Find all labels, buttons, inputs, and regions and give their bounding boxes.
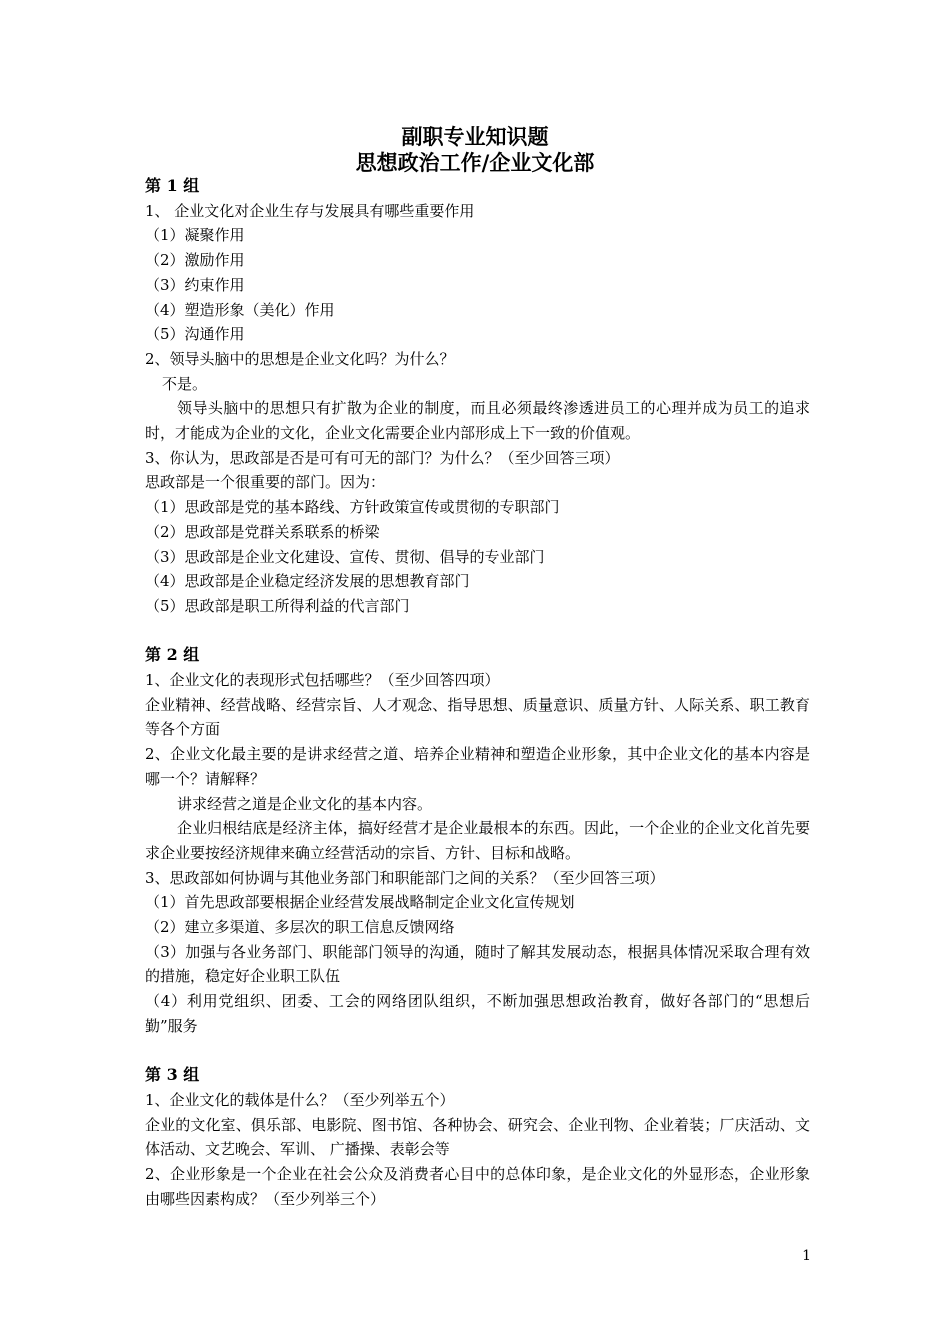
group-2-question-1: 1、企业文化的表现形式包括哪些？（至少回答四项）	[145, 671, 500, 690]
page-number: 1	[802, 1248, 811, 1264]
answer-text: 企业归根结底是经济主体，搞好经营才是企业最根本的东西。因此，一个企业的企业文化首先要求企业要按经济规律来确立经营活动的宗旨、方针、目标和战略。	[145, 819, 810, 862]
answer-text: 思政部是一个很重要的部门。因为：	[145, 473, 386, 492]
group-3-question-2: 2、企业形象是一个企业在社会公众及消费者心目中的总体印象，是企业文化的外显形态，企业形象由哪些因素构成？（至少列举三个）	[145, 1165, 810, 1208]
group-2-heading: 第 2 组	[145, 645, 200, 665]
answer-item: （5）思政部是职工所得利益的代言部门	[145, 596, 410, 615]
group-1-question-2: 2、领导头脑中的思想是企业文化吗？为什么？	[145, 349, 455, 368]
group-3-question-1: 1、企业文化的载体是什么？（至少列举五个）	[145, 1090, 455, 1109]
answer-text: 不是。	[162, 374, 208, 393]
answer-item: （3）约束作用	[145, 275, 245, 294]
group-1-question-1: 1、 企业文化对企业生存与发展具有哪些重要作用	[145, 201, 475, 220]
answer-item: （1）凝聚作用	[145, 226, 245, 245]
answer-item: （3）加强与各业务部门、职能部门领导的沟通，随时了解其发展动态，根据具体情况采取合理有效的措施，稳定好企业职工队伍	[145, 942, 810, 986]
group-1-heading: 第 1 组	[145, 176, 200, 195]
answer-text: 企业的文化室、俱乐部、电影院、图书馆、各种协会、研究会、企业刊物、企业着装；厂庆活动、文体活动、文艺晚会、军训、 广播操、表彰会等	[145, 1115, 810, 1159]
answer-item: （1）首先思政部要根据企业经营发展战略制定企业文化宣传规划	[145, 893, 575, 912]
document-subtitle: 思想政治工作/企业文化部	[355, 150, 595, 175]
answer-item: （4）利用党组织、团委、工会的网络团队组织，不断加强思想政治教育，做好各部门的“思想后勤”服务	[145, 992, 810, 1035]
document-body	[145, 174, 810, 1212]
answer-text: 讲求经营之道是企业文化的基本内容。	[177, 794, 433, 813]
group-2-question-2: 2、企业文化最主要的是讲求经营之道、培养企业精神和塑造企业形象，其中企业文化的基本内容是哪一个？请解释？	[145, 745, 810, 788]
answer-item: （5）沟通作用	[145, 325, 245, 344]
answer-text: 领导头脑中的思想只有扩散为企业的制度，而且必须最终渗透进员工的心理并成为员工的追求时，才能成为企业的文化，企业文化需要企业内部形成上下一致的价值观。	[145, 399, 810, 443]
title-block	[0, 124, 950, 176]
answer-item: （2）建立多渠道、多层次的职工信息反馈网络	[145, 918, 455, 937]
spacer	[145, 619, 810, 644]
answer-item: （2）思政部是党群关系联系的桥梁	[145, 522, 380, 541]
group-2-question-3: 3、思政部如何协调与其他业务部门和职能部门之间的关系？（至少回答三项）	[145, 868, 665, 887]
group-1-question-3: 3、你认为，思政部是否是可有可无的部门？为什么？（至少回答三项）	[145, 448, 620, 467]
answer-item: （4）塑造形象（美化）作用	[145, 300, 335, 319]
answer-text: 企业精神、经营战略、经营宗旨、人才观念、指导思想、质量意识、质量方针、人际关系、职工教育等各个方面	[145, 695, 810, 739]
document-title: 副职专业知识题	[401, 124, 549, 149]
spacer	[145, 1039, 810, 1064]
answer-item: （4）思政部是企业稳定经济发展的思想教育部门	[145, 572, 470, 591]
answer-item: （1）思政部是党的基本路线、方针政策宣传或贯彻的专职部门	[145, 498, 560, 517]
answer-item: （2）激励作用	[145, 251, 245, 270]
group-3-heading: 第 3 组	[145, 1065, 200, 1085]
answer-item: （3）思政部是企业文化建设、宣传、贯彻、倡导的专业部门	[145, 547, 545, 566]
